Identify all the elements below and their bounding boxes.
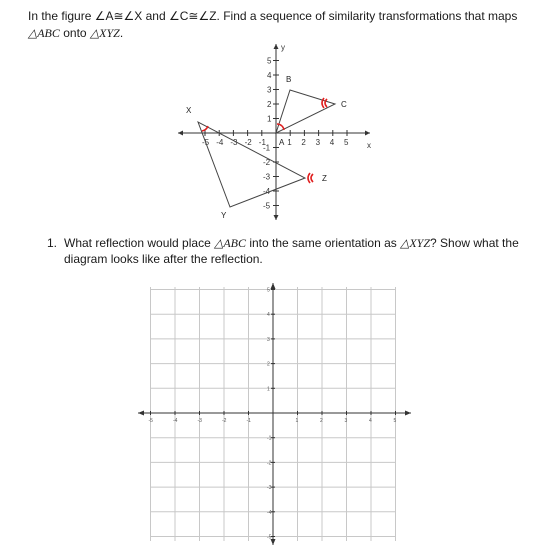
vertex-label-y: Y [221,211,227,220]
figure-y-tick-label: -3 [263,172,271,182]
reference-figure [170,40,385,230]
answer-grid-y-tick-label: -2 [267,460,272,467]
question-triangle-abc: △ABC [214,236,246,250]
figure-x-arrow-right [365,131,370,136]
answer-grid-y-tick-label: 2 [267,361,270,368]
figure-x-tick-label: 3 [315,138,321,147]
figure-y-axis-label: y [281,43,285,52]
vertex-label-x: X [186,106,192,115]
answer-grid-y-tick-label: 1 [267,386,270,393]
vertex-label-b: B [286,75,292,84]
period: . [119,26,124,40]
figure-y-tick-label: -4 [263,187,271,196]
figure-x-tick-label: -4 [216,138,224,147]
vertex-label-c: C [341,100,347,109]
vertex-label-z: Z [322,174,327,183]
figure-y-tick-label: -1 [263,143,271,153]
answer-grid-x-tick-label: -1 [246,418,251,424]
figure-x-tick-label: 4 [329,138,335,147]
question-text [64,235,537,267]
answer-grid-y-tick-label: 4 [267,312,270,319]
answer-grid-y-tick-label: -5 [267,534,272,541]
angle-mark-c-inner [325,99,327,107]
question-text-b: into the same orientation as [249,236,397,250]
figure-x-tick-label: -2 [244,138,252,147]
answer-grid-x-arrow-right [405,411,411,416]
onto-word: onto [63,26,87,40]
question-line-2: diagram looks like after the reflection. [64,252,263,266]
figure-y-tick-label: 2 [267,100,272,109]
problem-line-1: In the figure ∠A≅∠X and ∠C≅∠Z. Find a sequence of similarity transformations that maps [28,9,518,23]
figure-x-axis-label: x [367,141,371,150]
triangle-xyz-label: △XYZ [89,26,120,40]
figure-x-tick-label: -3 [230,138,238,147]
vertex-label-a: A [279,138,285,147]
figure-y-tick-label: -5 [263,201,271,211]
answer-grid-x-tick-label: 3 [344,418,348,424]
figure-y-arrow-down [274,215,279,220]
answer-grid-x-tick-label: -3 [197,418,202,424]
figure-x-tick-label: 2 [301,138,306,147]
answer-grid-y-arrow-up [271,283,276,289]
figure-y-tick-label: 4 [267,71,272,80]
figure-x-tick-label: -5 [202,138,210,147]
answer-grid-x-tick-label: -5 [148,418,153,424]
figure-y-arrow-up [274,44,279,49]
answer-grid-y-ticks [267,288,275,541]
answer-grid-y-tick-label: 5 [267,287,270,294]
question-text-a: What reflection would place [64,236,211,250]
answer-grid-x-tick-label: -2 [222,418,227,424]
figure-x-tick-label: -1 [258,138,266,147]
answer-grid-y-tick-label: -1 [267,435,272,442]
answer-grid[interactable] [135,280,415,550]
answer-grid-x-tick-label: 1 [295,418,299,424]
question-1 [47,235,537,267]
answer-grid-x-tick-label: 4 [369,418,372,424]
question-number: 1. [47,236,58,250]
triangle-xyz [198,122,305,207]
question-triangle-xyz: △XYZ [400,236,431,250]
figure-y-tick-label: 3 [267,85,272,95]
angle-mark-z [308,173,310,183]
figure-y-tick-label: 1 [267,114,272,124]
question-text-c: ? Show what the [430,236,519,250]
angle-mark-c [322,98,324,108]
figure-y-tick-label: 5 [267,56,272,66]
angle-mark-x [202,126,208,131]
answer-grid-y-tick-label: 3 [267,336,270,343]
figure-x-tick-label: 5 [344,138,349,147]
problem-statement [28,8,538,42]
angle-mark-z-inner [311,174,313,182]
figure-x-arrow-left [178,131,183,136]
answer-grid-x-tick-label: 5 [393,418,397,424]
answer-grid-y-tick-label: -3 [267,485,272,492]
answer-grid-y-tick-label: -4 [267,509,272,516]
triangle-abc-label: △ABC [28,26,60,40]
answer-grid-x-tick-label: 2 [320,418,323,424]
figure-y-tick-label: -2 [263,158,271,167]
triangle-abc [276,90,335,133]
answer-grid-x-tick-label: -4 [173,418,178,424]
answer-grid-x-arrow-left [138,411,144,416]
figure-x-tick-label: 1 [287,138,292,147]
